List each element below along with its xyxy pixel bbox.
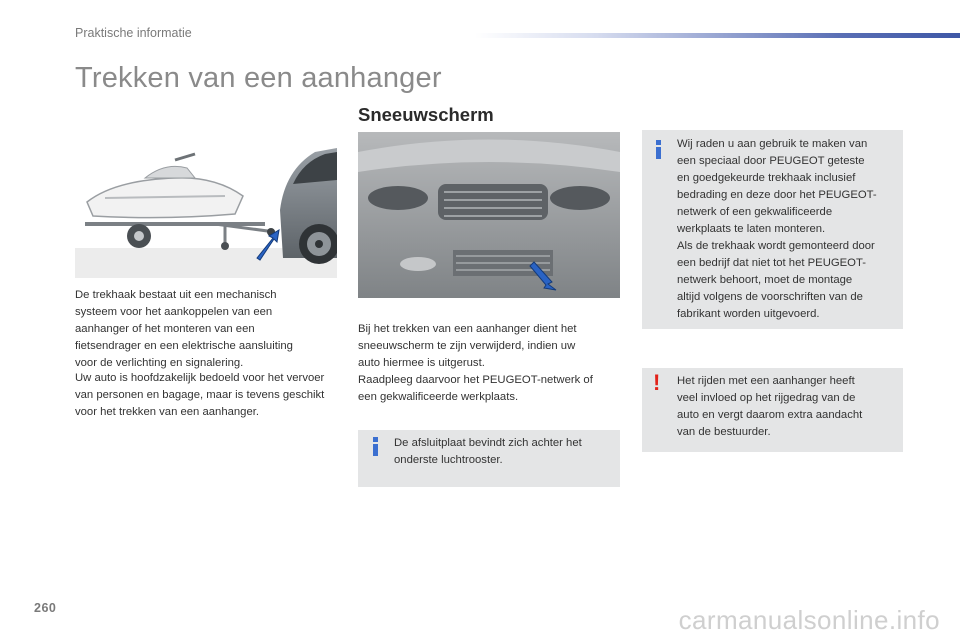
section-heading-snow-screen: Sneeuwscherm [358, 104, 494, 125]
hitch-description: De trekhaak bestaat uit een mechanisch systeem voor het aankoppelen van een aanhanger of het monteren van een fietsendrager en een elektrische aansluiting voor de verlichting en signalering. [75, 289, 293, 369]
info-box-recommendation [642, 130, 903, 329]
tow-hitch-illustration [75, 140, 337, 278]
warning-box-text: Het rijden met een aanhanger heeft veel invloed op het rijgedrag van de auto en vergt daarom extra aandacht van de bestuurder. [677, 375, 863, 438]
info-box-text: De afsluitplaat bevindt zich achter het onderste luchtrooster. [394, 437, 582, 466]
snow-screen-photo [358, 132, 620, 298]
usage-description: Uw auto is hoofdzakelijk bedoeld voor het vervoer van personen en bagage, maar is tevens geschikt voor het trekken van een aanhanger. [75, 372, 325, 418]
snow-screen-text: Bij het trekken van een aanhanger dient het sneeuwscherm te zijn verwijderd, indien uw auto hiermee is uitgerust. Raadpleeg daarvoor het PEUGEOT-netwerk of een gekwalificeerde werkplaats. [358, 323, 593, 403]
info-icon [654, 140, 662, 159]
info-box-text: Wij raden u aan gebruik te maken van een speciaal door PEUGEOT geteste en goedgekeurde trekhaak inclusief bedrading en deze door het PEUGEOT- netwerk of een gekwalificeerde werkplaats te laten monteren. Als de trekhaak wordt gemonteerd door een bedrijf dat niet tot het PEUGEOT- netwerk behoort, moet de montage altijd volgens de voorschriften van de fabrikant worden uitgevoerd. [677, 138, 877, 320]
section-label: Praktische informatie [75, 26, 192, 40]
watermark: carmanualsonline.info [678, 605, 940, 635]
info-icon [371, 437, 379, 456]
info-box-closing-plate [358, 430, 620, 487]
page-title: Trekken van een aanhanger [75, 62, 442, 94]
warning-box-driving [642, 368, 903, 452]
warning-icon: ! [653, 370, 661, 395]
header-accent-bar [475, 33, 960, 38]
page-number: 260 [34, 601, 57, 615]
